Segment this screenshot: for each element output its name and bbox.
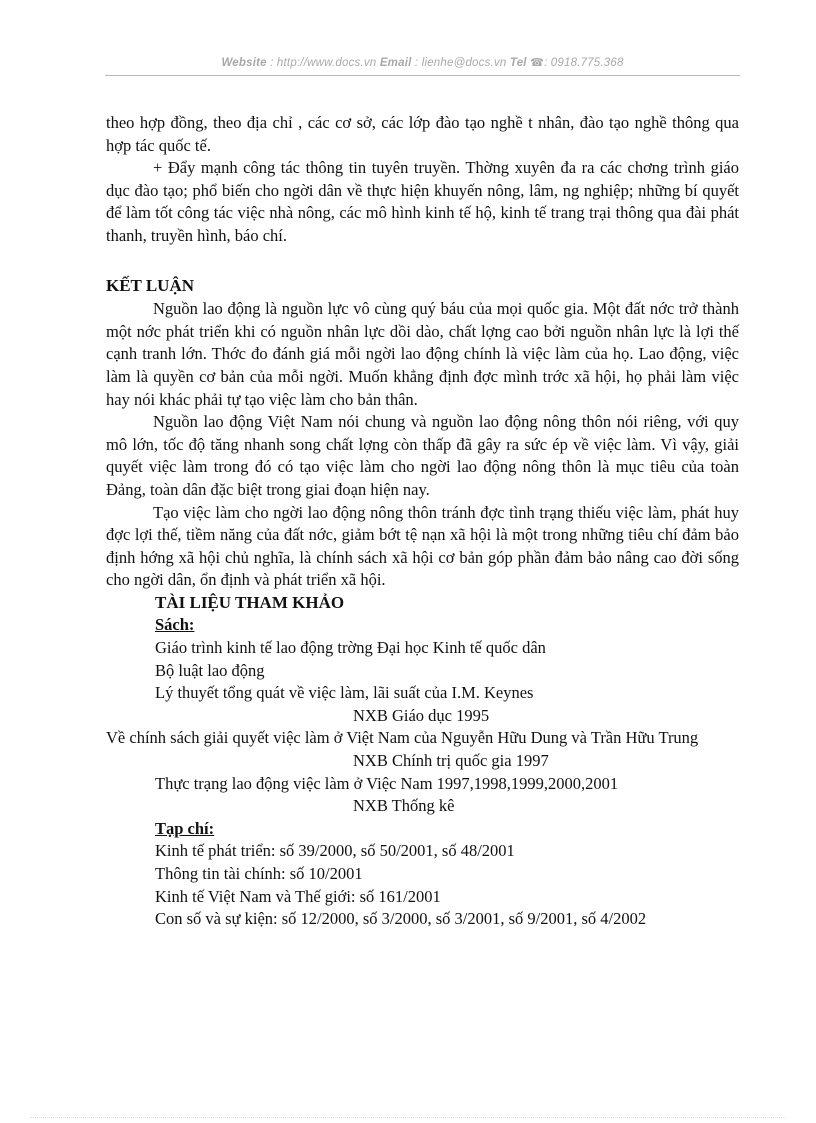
paragraph-4: Nguồn lao động Việt Nam nói chung và nguồn lao động nông thôn nói riêng, với quy mô lớn, tốc độ tăng nhanh song chất lợng còn thấp đã gây ra sức ép về việc làm. Vì vậy, giải quyết việc làm trong đó có tạo việc làm cho ngời lao động nông thôn là mục tiêu của toàn Đảng, toàn dân đặc biệt trong giai đoạn hiện nay. [106,412,739,499]
tel-value: : 0918.775.368 [544,57,624,69]
reference-item: Lý thuyết tổng quát về việc làm, lãi suất của I.M. Keynes [155,683,534,703]
journals-heading: Tạp chí: [155,818,215,838]
reference-item: Bộ luật lao động [155,660,265,680]
reference-item: Giáo trình kinh tế lao động trờng Đại học Kinh tế quốc dân [155,638,546,658]
reference-publisher: NXB Thống kê [353,796,455,816]
journal-item: Kinh tế phát triển: số 39/2000, số 50/2001, số 48/2001 [155,841,515,861]
references-heading: TÀI LIỆU THAM KHẢO [155,592,345,612]
website-value[interactable]: : http://www.docs.vn [270,57,377,69]
journal-item: Thông tin tài chính: số 10/2001 [155,864,363,883]
journal-item: Kinh tế Việt Nam và Thế giới: số 161/2001 [155,886,441,906]
website-label: Website [221,57,267,69]
header-divider [105,75,740,76]
tel-label: Tel [509,57,527,69]
paragraph-1: theo hợp đồng, theo địa chỉ , các cơ sở, các lớp đào tạo nghề t nhân, đào tạo nghề thông qua hợp tác quốc tế. [106,113,739,155]
phone-icon: ☎ [530,57,545,69]
books-heading: Sách: [155,615,195,635]
reference-publisher: NXB Chính trị quốc gia 1997 [353,751,549,771]
reference-publisher: NXB Giáo dục 1995 [353,705,490,725]
email-label: Email [379,57,412,69]
footer-divider [30,1117,786,1118]
reference-item: Về chính sách giải quyết việc làm ở Việt Nam của Nguyễn Hữu Dung và Trần Hữu Trung [106,728,699,748]
document-body [106,112,739,931]
reference-item: Thực trạng lao động việc làm ở Việc Nam 1997,1998,1999,2000,2001 [155,773,619,793]
page-header [105,56,740,69]
paragraph-5: Tạo việc làm cho ngời lao động nông thôn tránh đợc tình trạng thiếu việc làm, phát huy đợc lợi thế, tiềm năng của đất nớc, giảm bớt tệ nạn xã hội là một trong những tiêu chí đảm bảo định hớng xã hội chủ nghĩa, là chính sách xã hội cơ bản góp phần đảm bảo nâng cao đời sống cho ngời dân, ổn định và phát triển xã hội. [106,502,739,590]
journal-item: Con số và sự kiện: số 12/2000, số 3/2000, số 3/2001, số 9/2001, số 4/2002 [155,909,647,929]
references-section [155,592,739,728]
email-value[interactable]: : lienhe@docs.vn [414,57,507,69]
paragraph-2: + Đẩy mạnh công tác thông tin tuyên truyền. Thờng xuyên đa ra các chơng trình giáo dục đào tạo; phổ biến cho ngời dân về thực hiện khuyến nông, lâm, ng nghiệp; những bí quyết để làm tốt công tác việc nhà nông, các mô hình kinh tế hộ, kinh tế trang trại thông qua đài phát thanh, truyền hình, báo chí. [106,158,739,245]
paragraph-3: Nguồn lao động là nguồn lực vô cùng quý báu của mọi quốc gia. Một đất nớc trở thành một nớc phát triển khi có nguồn nhân lực dồi dào, chất lợng cao bởi nguồn nhân lực là lợi thế cạnh tranh lớn. Thớc đo đánh giá mỗi ngời lao động chính là việc làm của họ. Lao động, việc làm là quyền cơ bản của mỗi ngời. Muốn khẳng định đợc mình trớc xã hội, họ phải làm việc hay nói khác phải tự tạo việc làm cho bản thân. [106,299,739,409]
conclusion-title: KẾT LUẬN [106,275,195,295]
references-section-continued [155,750,739,931]
